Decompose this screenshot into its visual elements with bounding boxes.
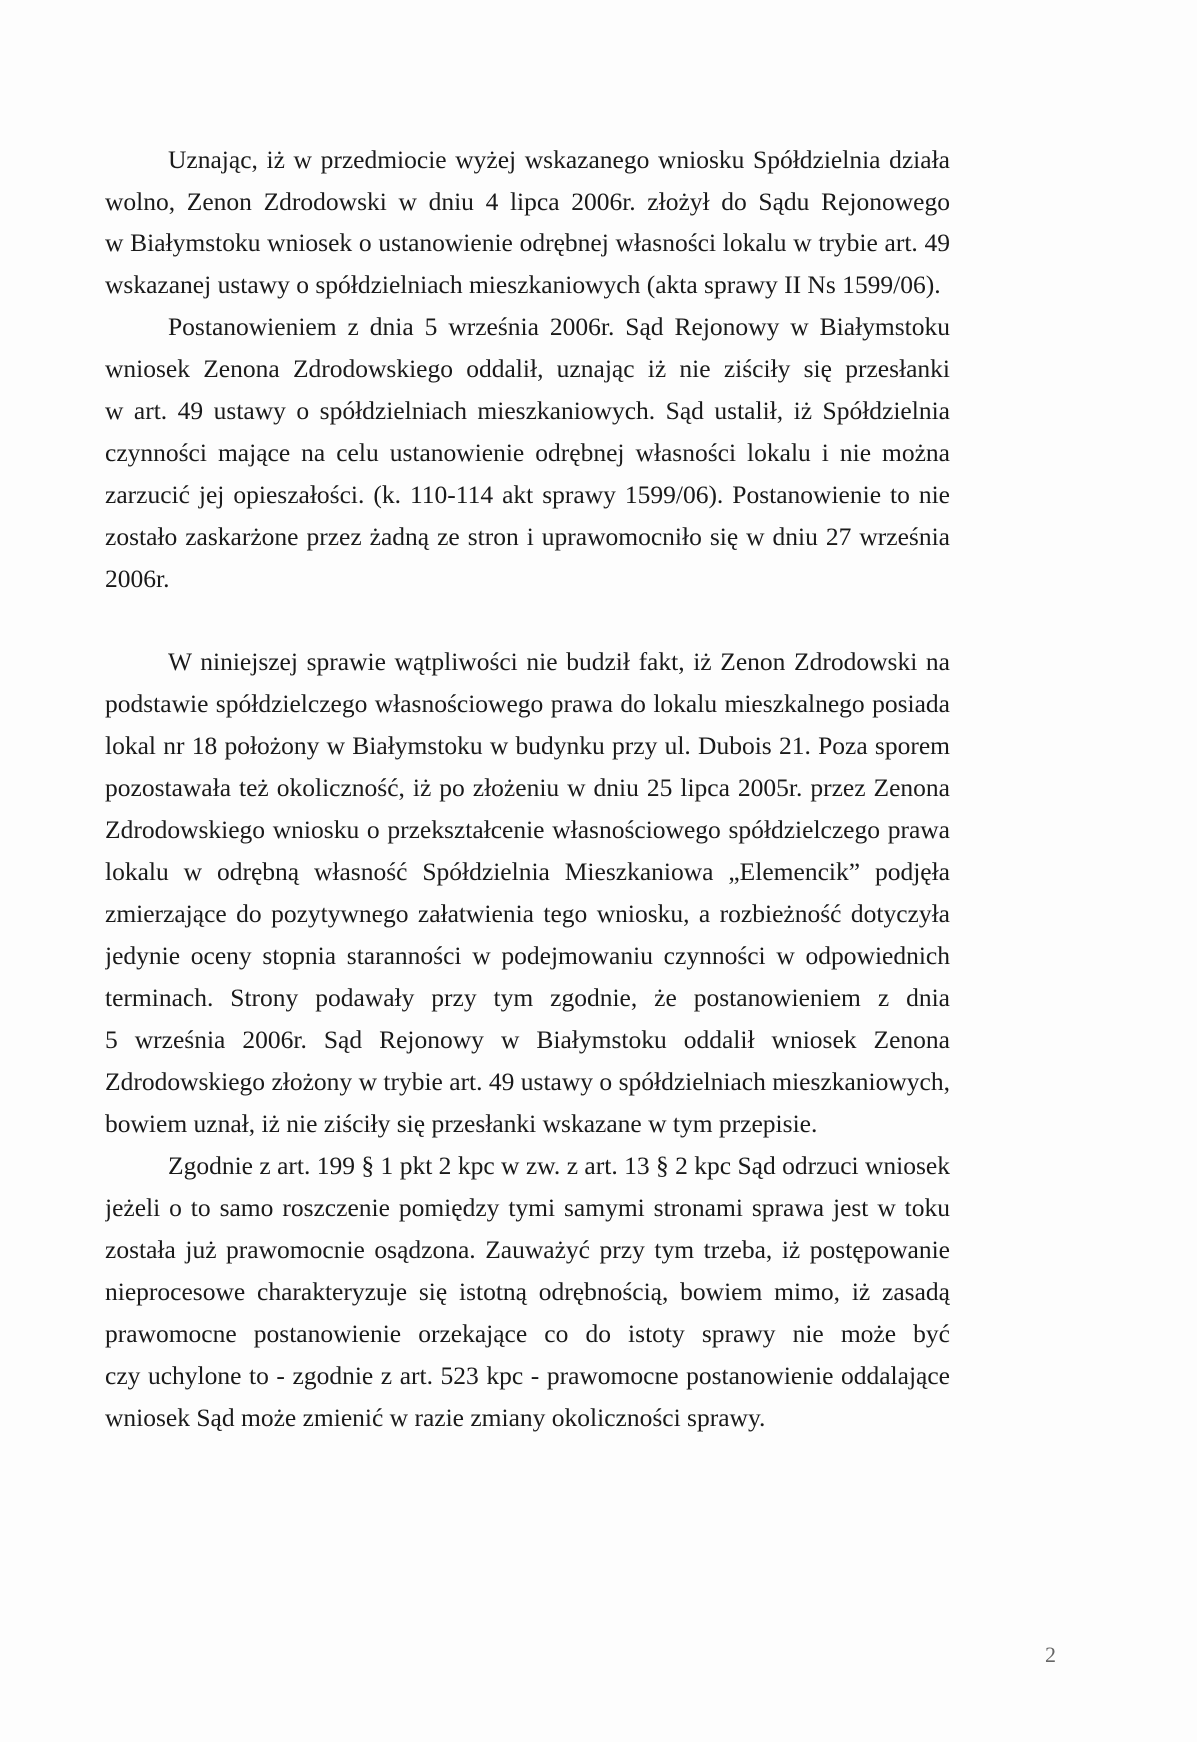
paragraph-2-line-3: w art. 49 ustawy o spółdzielniach mieszkaniowych. Sąd ustalił, iż Spółdzielnia (105, 396, 950, 425)
paragraph-3-line-4: pozostawała też okoliczność, iż po złożeniu w dniu 25 lipca 2005r. przez Zenona (105, 773, 950, 802)
paragraph-3-line-12: bowiem uznał, iż nie ziściły się przesłanki wskazane w tym przepisie. (105, 1109, 818, 1138)
paragraph-3-line-5: Zdrodowskiego wniosku o przekształcenie własnościowego spółdzielczego prawa (105, 815, 950, 844)
paragraph-3-line-3: lokal nr 18 położony w Białymstoku w budynku przy ul. Dubois 21. Poza sporem (105, 731, 950, 760)
paragraph-3-line-9: terminach. Strony podawały przy tym zgodnie, że postanowieniem z dnia (105, 983, 950, 1012)
paragraph-3-line-11: Zdrodowskiego złożony w trybie art. 49 ustawy o spółdzielniach mieszkaniowych, (105, 1067, 950, 1096)
paragraph-4-line-6: czy uchylone to - zgodnie z art. 523 kpc - prawomocne postanowienie oddalające (105, 1361, 950, 1390)
paragraph-1-line-1: Uznając, iż w przedmiocie wyżej wskazanego wniosku Spółdzielnia działa (168, 145, 950, 174)
paragraph-3-line-2: podstawie spółdzielczego własnościowego prawa do lokalu mieszkalnego posiada (105, 689, 950, 718)
paragraph-4-line-1: Zgodnie z art. 199 § 1 pkt 2 kpc w zw. z art. 13 § 2 kpc Sąd odrzuci wniosek (168, 1151, 950, 1180)
paragraph-3-line-10: 5 września 2006r. Sąd Rejonowy w Białymstoku oddalił wniosek Zenona (105, 1025, 950, 1054)
paragraph-4-line-4: nieprocesowe charakteryzuje się istotną odrębnością, bowiem mimo, iż zasadą (105, 1277, 950, 1306)
paragraph-1-line-2: wolno, Zenon Zdrodowski w dniu 4 lipca 2006r. złożył do Sądu Rejonowego (105, 187, 950, 216)
paragraph-4-line-2: jeżeli o to samo roszczenie pomiędzy tymi samymi stronami sprawa jest w toku (105, 1193, 950, 1222)
paragraph-2-line-6: zostało zaskarżone przez żadną ze stron i uprawomocniło się w dniu 27 września (105, 522, 950, 551)
paragraph-4-line-5: prawomocne postanowienie orzekające co do istoty sprawy nie może być (105, 1319, 950, 1348)
page-number: 2 (1045, 1642, 1056, 1667)
paragraph-4-line-3: została już prawomocnie osądzona. Zauważyć przy tym trzeba, iż postępowanie (105, 1235, 950, 1264)
paragraph-3-line-8: jedynie oceny stopnia staranności w podejmowaniu czynności w odpowiednich (105, 941, 950, 970)
paragraph-1-line-3: w Białymstoku wniosek o ustanowienie odrębnej własności lokalu w trybie art. 49 (105, 228, 950, 257)
paragraph-4-line-7: wniosek Sąd może zmienić w razie zmiany okoliczności sprawy. (105, 1403, 766, 1432)
paragraph-2-line-1: Postanowieniem z dnia 5 września 2006r. Sąd Rejonowy w Białymstoku (168, 312, 950, 341)
paragraph-2-line-5: zarzucić jej opieszałości. (k. 110-114 akt sprawy 1599/06). Postanowienie to nie (105, 480, 950, 509)
paragraph-3-line-6: lokalu w odrębną własność Spółdzielnia Mieszkaniowa „Elemencik” podjęła (105, 857, 950, 886)
paragraph-2-line-4: czynności mające na celu ustanowienie odrębnej własności lokalu i nie można (105, 438, 950, 467)
paragraph-2-line-2: wniosek Zenona Zdrodowskiego oddalił, uznając iż nie ziściły się przesłanki (105, 354, 950, 383)
paragraph-3-line-1: W niniejszej sprawie wątpliwości nie budził fakt, iż Zenon Zdrodowski na (168, 647, 950, 676)
paragraph-1-line-4: wskazanej ustawy o spółdzielniach mieszkaniowych (akta sprawy II Ns 1599/06). (105, 270, 941, 299)
paragraph-3-line-7: zmierzające do pozytywnego załatwienia tego wniosku, a rozbieżność dotyczyła (105, 899, 950, 928)
paragraph-2-line-7: 2006r. (105, 564, 170, 593)
